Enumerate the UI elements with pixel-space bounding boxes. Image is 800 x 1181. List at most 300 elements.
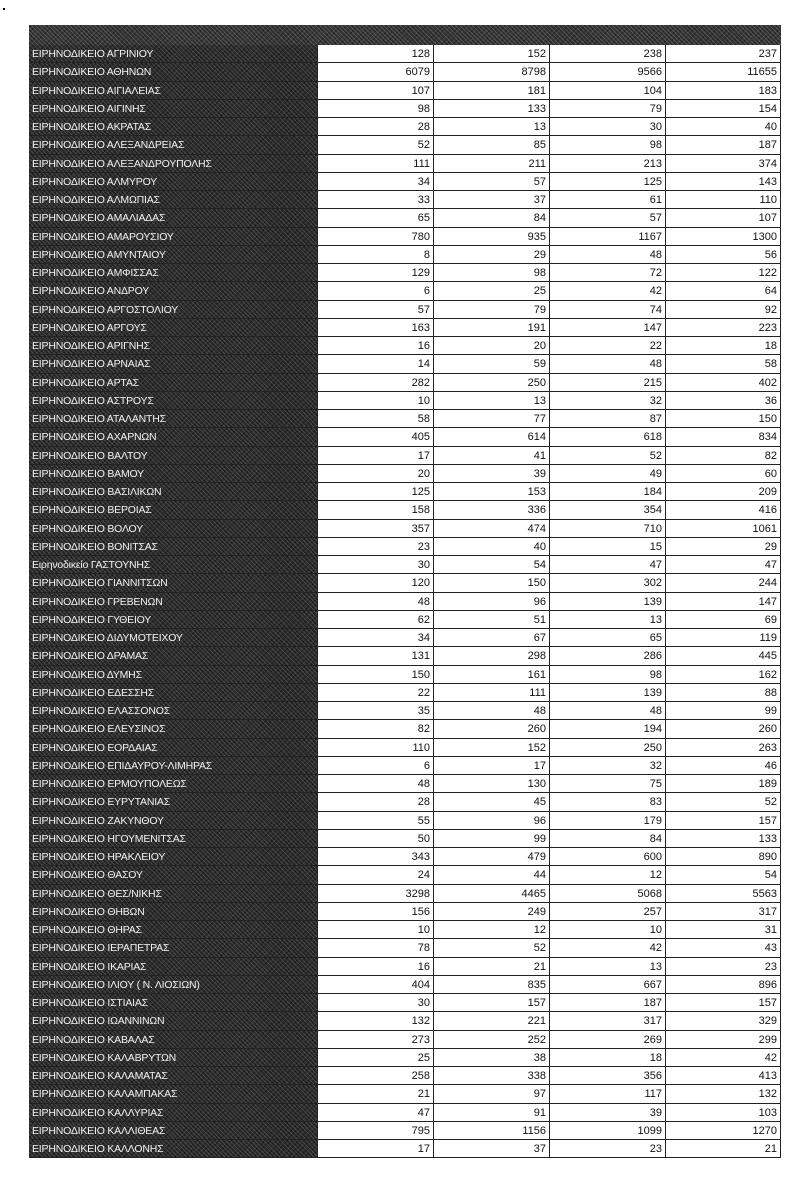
value-cell-col-2: 152: [433, 45, 549, 62]
value-cell-col-1: 163: [317, 319, 433, 336]
value-cell-col-3: 194: [549, 720, 665, 737]
value-cell-col-2: 40: [433, 538, 549, 555]
value-cell-col-2: 25: [433, 282, 549, 299]
value-cell-col-1: 795: [317, 1122, 433, 1139]
value-cell-col-1: 10: [317, 392, 433, 409]
table-row: [29, 939, 781, 957]
value-cell-col-1: 55: [317, 812, 433, 829]
value-cell-col-3: 47: [549, 556, 665, 573]
value-cell-col-3: 317: [549, 1012, 665, 1029]
table-row: [29, 246, 781, 264]
court-name-cell: ΕΙΡΗΝΟΔΙΚΕΙΟ ΑΜΥΝΤΑΙΟΥ: [29, 246, 317, 263]
value-cell-col-3: 49: [549, 465, 665, 482]
value-cell-col-1: 47: [317, 1104, 433, 1121]
value-cell-col-4: 64: [665, 282, 781, 299]
value-cell-col-1: 23: [317, 538, 433, 555]
value-cell-col-2: 157: [433, 994, 549, 1011]
value-cell-col-2: 77: [433, 410, 549, 427]
value-cell-col-2: 39: [433, 465, 549, 482]
value-cell-col-2: 37: [433, 191, 549, 208]
value-cell-col-2: 4465: [433, 885, 549, 902]
value-cell-col-4: 143: [665, 173, 781, 190]
value-cell-col-1: 17: [317, 447, 433, 464]
value-cell-col-3: 302: [549, 574, 665, 591]
value-cell-col-4: 896: [665, 976, 781, 993]
court-name-cell: ΕΙΡΗΝΟΔΙΚΕΙΟ ΒΑΛΤΟΥ: [29, 447, 317, 464]
value-cell-col-4: 5563: [665, 885, 781, 902]
value-cell-col-4: 42: [665, 1049, 781, 1066]
value-cell-col-2: 21: [433, 958, 549, 975]
scan-speck: [3, 8, 5, 10]
court-name-cell: ΕΙΡΗΝΟΔΙΚΕΙΟ ΚΑΛΑΜΠΑΚΑΣ: [29, 1085, 317, 1102]
value-cell-col-2: 38: [433, 1049, 549, 1066]
table-row: [29, 428, 781, 446]
table-row: [29, 1085, 781, 1103]
value-cell-col-2: 153: [433, 483, 549, 500]
value-cell-col-2: 45: [433, 793, 549, 810]
value-cell-col-1: 282: [317, 374, 433, 391]
value-cell-col-4: 890: [665, 848, 781, 865]
value-cell-col-4: 18: [665, 337, 781, 354]
value-cell-col-1: 150: [317, 666, 433, 683]
value-cell-col-2: 221: [433, 1012, 549, 1029]
value-cell-col-3: 42: [549, 939, 665, 956]
table-row: [29, 282, 781, 300]
court-name-cell: ΕΙΡΗΝΟΔΙΚΕΙΟ ΘΗΒΩΝ: [29, 903, 317, 920]
table-row: [29, 666, 781, 684]
table-row: [29, 1140, 781, 1158]
value-cell-col-4: 147: [665, 593, 781, 610]
value-cell-col-1: 125: [317, 483, 433, 500]
table-row: [29, 775, 781, 793]
value-cell-col-3: 1099: [549, 1122, 665, 1139]
value-cell-col-3: 13: [549, 958, 665, 975]
value-cell-col-4: 119: [665, 629, 781, 646]
table-row: [29, 739, 781, 757]
table-row: [29, 191, 781, 209]
value-cell-col-1: 98: [317, 100, 433, 117]
value-cell-col-2: 835: [433, 976, 549, 993]
court-name-cell: ΕΙΡΗΝΟΔΙΚΕΙΟ ΓΙΑΝΝΙΤΣΩΝ: [29, 574, 317, 591]
value-cell-col-1: 65: [317, 209, 433, 226]
table-row: [29, 264, 781, 282]
value-cell-col-3: 257: [549, 903, 665, 920]
value-cell-col-4: 36: [665, 392, 781, 409]
table-row: [29, 465, 781, 483]
value-cell-col-1: 35: [317, 702, 433, 719]
table-row: [29, 374, 781, 392]
table-row: [29, 1012, 781, 1030]
court-name-cell: ΕΙΡΗΝΟΔΙΚΕΙΟ ΑΡΝΑΙΑΣ: [29, 355, 317, 372]
value-cell-col-3: 72: [549, 264, 665, 281]
value-cell-col-1: 16: [317, 337, 433, 354]
court-name-cell: ΕΙΡΗΝΟΔΙΚΕΙΟ ΕΛΕΥΣΙΝΟΣ: [29, 720, 317, 737]
value-cell-col-4: 1300: [665, 228, 781, 245]
table-row: [29, 1031, 781, 1049]
value-cell-col-3: 286: [549, 647, 665, 664]
value-cell-col-4: 110: [665, 191, 781, 208]
value-cell-col-1: 62: [317, 611, 433, 628]
court-name-cell: ΕΙΡΗΝΟΔΙΚΕΙΟ ΓΡΕΒΕΝΩΝ: [29, 593, 317, 610]
value-cell-col-1: 405: [317, 428, 433, 445]
value-cell-col-2: 37: [433, 1140, 549, 1157]
value-cell-col-1: 58: [317, 410, 433, 427]
table-row: [29, 209, 781, 227]
value-cell-col-2: 84: [433, 209, 549, 226]
table-row: [29, 228, 781, 246]
value-cell-col-4: 54: [665, 866, 781, 883]
value-cell-col-1: 28: [317, 793, 433, 810]
value-cell-col-3: 1167: [549, 228, 665, 245]
value-cell-col-3: 139: [549, 593, 665, 610]
value-cell-col-4: 189: [665, 775, 781, 792]
table-row: [29, 45, 781, 63]
value-cell-col-1: 132: [317, 1012, 433, 1029]
table-row: [29, 684, 781, 702]
court-name-cell: ΕΙΡΗΝΟΔΙΚΕΙΟ ΚΑΛΛΟΝΗΣ: [29, 1140, 317, 1157]
value-cell-col-2: 79: [433, 301, 549, 318]
value-cell-col-1: 111: [317, 155, 433, 172]
value-cell-col-4: 402: [665, 374, 781, 391]
table-row: [29, 100, 781, 118]
value-cell-col-1: 21: [317, 1085, 433, 1102]
value-cell-col-1: 128: [317, 45, 433, 62]
value-cell-col-1: 129: [317, 264, 433, 281]
court-name-cell: ΕΙΡΗΝΟΔΙΚΕΙΟ ΕΟΡΔΑΙΑΣ: [29, 739, 317, 756]
court-name-cell: ΕΙΡΗΝΟΔΙΚΕΙΟ ΗΓΟΥΜΕΝΙΤΣΑΣ: [29, 830, 317, 847]
table-row: [29, 136, 781, 154]
value-cell-col-2: 91: [433, 1104, 549, 1121]
value-cell-col-3: 13: [549, 611, 665, 628]
value-cell-col-4: 40: [665, 118, 781, 135]
court-name-cell: ΕΙΡΗΝΟΔΙΚΕΙΟ ΙΛΙΟΥ ( Ν. ΛΙΟΣΙΩΝ): [29, 976, 317, 993]
value-cell-col-3: 5068: [549, 885, 665, 902]
value-cell-col-4: 299: [665, 1031, 781, 1048]
court-name-cell: ΕΙΡΗΝΟΔΙΚΕΙΟ ΒΟΝΙΤΣΑΣ: [29, 538, 317, 555]
value-cell-col-1: 33: [317, 191, 433, 208]
table-row: [29, 593, 781, 611]
value-cell-col-2: 13: [433, 118, 549, 135]
value-cell-col-1: 10: [317, 921, 433, 938]
value-cell-col-3: 74: [549, 301, 665, 318]
value-cell-col-3: 117: [549, 1085, 665, 1102]
value-cell-col-3: 23: [549, 1140, 665, 1157]
value-cell-col-4: 29: [665, 538, 781, 555]
value-cell-col-1: 28: [317, 118, 433, 135]
value-cell-col-4: 56: [665, 246, 781, 263]
court-name-cell: ΕΙΡΗΝΟΔΙΚΕΙΟ ΒΑΜΟΥ: [29, 465, 317, 482]
table-body: [29, 45, 781, 1158]
value-cell-col-4: 445: [665, 647, 781, 664]
value-cell-col-2: 130: [433, 775, 549, 792]
value-cell-col-1: 34: [317, 629, 433, 646]
value-cell-col-3: 139: [549, 684, 665, 701]
value-cell-col-1: 273: [317, 1031, 433, 1048]
value-cell-col-4: 103: [665, 1104, 781, 1121]
value-cell-col-3: 30: [549, 118, 665, 135]
value-cell-col-1: 57: [317, 301, 433, 318]
value-cell-col-3: 187: [549, 994, 665, 1011]
value-cell-col-1: 78: [317, 939, 433, 956]
court-name-cell: ΕΙΡΗΝΟΔΙΚΕΙΟ ΑΣΤΡΟΥΣ: [29, 392, 317, 409]
value-cell-col-3: 15: [549, 538, 665, 555]
value-cell-col-3: 22: [549, 337, 665, 354]
value-cell-col-1: 107: [317, 82, 433, 99]
value-cell-col-1: 3298: [317, 885, 433, 902]
court-name-cell: ΕΙΡΗΝΟΔΙΚΕΙΟ ΘΗΡΑΣ: [29, 921, 317, 938]
value-cell-col-2: 52: [433, 939, 549, 956]
table-row: [29, 173, 781, 191]
value-cell-col-1: 20: [317, 465, 433, 482]
table-row: [29, 501, 781, 519]
value-cell-col-3: 48: [549, 355, 665, 372]
value-cell-col-4: 416: [665, 501, 781, 518]
value-cell-col-1: 22: [317, 684, 433, 701]
value-cell-col-1: 110: [317, 739, 433, 756]
court-name-cell: ΕΙΡΗΝΟΔΙΚΕΙΟ ΑΡΓΟΥΣ: [29, 319, 317, 336]
value-cell-col-4: 69: [665, 611, 781, 628]
value-cell-col-1: 25: [317, 1049, 433, 1066]
value-cell-col-2: 8798: [433, 63, 549, 80]
table-row: [29, 903, 781, 921]
value-cell-col-3: 98: [549, 666, 665, 683]
table-row: [29, 848, 781, 866]
value-cell-col-3: 179: [549, 812, 665, 829]
court-name-cell: ΕΙΡΗΝΟΔΙΚΕΙΟ ΑΡΙΓΝΗΣ: [29, 337, 317, 354]
value-cell-col-3: 42: [549, 282, 665, 299]
value-cell-col-2: 67: [433, 629, 549, 646]
table-row: [29, 118, 781, 136]
value-cell-col-1: 30: [317, 556, 433, 573]
value-cell-col-1: 258: [317, 1067, 433, 1084]
table-row: [29, 1067, 781, 1085]
court-name-cell: ΕΙΡΗΝΟΔΙΚΕΙΟ ΔΥΜΗΣ: [29, 666, 317, 683]
value-cell-col-4: 187: [665, 136, 781, 153]
court-name-cell: ΕΙΡΗΝΟΔΙΚΕΙΟ ΖΑΚΥΝΘΟΥ: [29, 812, 317, 829]
court-name-cell: ΕΙΡΗΝΟΔΙΚΕΙΟ ΑΡΤΑΣ: [29, 374, 317, 391]
value-cell-col-1: 357: [317, 520, 433, 537]
value-cell-col-4: 183: [665, 82, 781, 99]
value-cell-col-2: 20: [433, 337, 549, 354]
court-cases-table: [29, 25, 781, 1158]
value-cell-col-4: 223: [665, 319, 781, 336]
value-cell-col-2: 161: [433, 666, 549, 683]
court-name-cell: ΕΙΡΗΝΟΔΙΚΕΙΟ ΑΓΡΙΝΙΟΥ: [29, 45, 317, 62]
value-cell-col-4: 92: [665, 301, 781, 318]
value-cell-col-2: 41: [433, 447, 549, 464]
value-cell-col-1: 120: [317, 574, 433, 591]
value-cell-col-1: 82: [317, 720, 433, 737]
value-cell-col-2: 12: [433, 921, 549, 938]
value-cell-col-1: 17: [317, 1140, 433, 1157]
value-cell-col-2: 85: [433, 136, 549, 153]
value-cell-col-3: 9566: [549, 63, 665, 80]
value-cell-col-2: 298: [433, 647, 549, 664]
court-name-cell: ΕΙΡΗΝΟΔΙΚΕΙΟ ΚΑΛΛΙΘΕΑΣ: [29, 1122, 317, 1139]
court-name-cell: ΕΙΡΗΝΟΔΙΚΕΙΟ ΔΙΔΥΜΟΤΕΙΧΟΥ: [29, 629, 317, 646]
value-cell-col-4: 150: [665, 410, 781, 427]
value-cell-col-4: 122: [665, 264, 781, 281]
value-cell-col-3: 269: [549, 1031, 665, 1048]
value-cell-col-1: 14: [317, 355, 433, 372]
value-cell-col-4: 209: [665, 483, 781, 500]
table-row: [29, 812, 781, 830]
court-name-cell: ΕΙΡΗΝΟΔΙΚΕΙΟ ΙΩΑΝΝΙΝΩΝ: [29, 1012, 317, 1029]
value-cell-col-1: 34: [317, 173, 433, 190]
value-cell-col-3: 65: [549, 629, 665, 646]
table-row: [29, 355, 781, 373]
value-cell-col-2: 57: [433, 173, 549, 190]
value-cell-col-3: 215: [549, 374, 665, 391]
value-cell-col-1: 780: [317, 228, 433, 245]
value-cell-col-2: 479: [433, 848, 549, 865]
table-row: [29, 410, 781, 428]
table-row: [29, 155, 781, 173]
value-cell-col-3: 48: [549, 246, 665, 263]
value-cell-col-1: 6: [317, 757, 433, 774]
value-cell-col-2: 250: [433, 374, 549, 391]
value-cell-col-1: 404: [317, 976, 433, 993]
value-cell-col-2: 51: [433, 611, 549, 628]
table-row: [29, 866, 781, 884]
table-row: [29, 447, 781, 465]
court-name-cell: ΕΙΡΗΝΟΔΙΚΕΙΟ ΚΑΛΑΜΑΤΑΣ: [29, 1067, 317, 1084]
table-row: [29, 520, 781, 538]
value-cell-col-3: 32: [549, 757, 665, 774]
court-name-cell: ΕΙΡΗΝΟΔΙΚΕΙΟ ΑΝΔΡΟΥ: [29, 282, 317, 299]
value-cell-col-1: 24: [317, 866, 433, 883]
value-cell-col-3: 104: [549, 82, 665, 99]
value-cell-col-4: 1061: [665, 520, 781, 537]
value-cell-col-2: 29: [433, 246, 549, 263]
value-cell-col-4: 263: [665, 739, 781, 756]
court-name-cell: ΕΙΡΗΝΟΔΙΚΕΙΟ ΑΤΑΛΑΝΤΗΣ: [29, 410, 317, 427]
value-cell-col-4: 317: [665, 903, 781, 920]
value-cell-col-3: 83: [549, 793, 665, 810]
court-name-cell: ΕΙΡΗΝΟΔΙΚΕΙΟ ΚΑΛΑΒΡΥΤΩΝ: [29, 1049, 317, 1066]
value-cell-col-3: 600: [549, 848, 665, 865]
value-cell-col-1: 8: [317, 246, 433, 263]
value-cell-col-4: 88: [665, 684, 781, 701]
value-cell-col-3: 79: [549, 100, 665, 117]
value-cell-col-1: 131: [317, 647, 433, 664]
court-name-cell: ΕΙΡΗΝΟΔΙΚΕΙΟ ΑΘΗΝΩΝ: [29, 63, 317, 80]
value-cell-col-2: 152: [433, 739, 549, 756]
value-cell-col-4: 31: [665, 921, 781, 938]
table-row: [29, 921, 781, 939]
value-cell-col-3: 238: [549, 45, 665, 62]
table-row: [29, 337, 781, 355]
value-cell-col-2: 97: [433, 1085, 549, 1102]
court-name-cell: ΕΙΡΗΝΟΔΙΚΕΙΟ ΘΑΣΟΥ: [29, 866, 317, 883]
value-cell-col-4: 237: [665, 45, 781, 62]
value-cell-col-3: 48: [549, 702, 665, 719]
value-cell-col-3: 32: [549, 392, 665, 409]
value-cell-col-4: 132: [665, 1085, 781, 1102]
value-cell-col-2: 249: [433, 903, 549, 920]
table-row: [29, 793, 781, 811]
court-name-cell: ΕΙΡΗΝΟΔΙΚΕΙΟ ΑΛΜΥΡΟΥ: [29, 173, 317, 190]
table-row: [29, 319, 781, 337]
value-cell-col-3: 98: [549, 136, 665, 153]
value-cell-col-4: 133: [665, 830, 781, 847]
table-row: [29, 976, 781, 994]
value-cell-col-3: 52: [549, 447, 665, 464]
value-cell-col-3: 75: [549, 775, 665, 792]
value-cell-col-3: 667: [549, 976, 665, 993]
court-name-cell: ΕΙΡΗΝΟΔΙΚΕΙΟ ΒΕΡΟΙΑΣ: [29, 501, 317, 518]
value-cell-col-1: 6079: [317, 63, 433, 80]
value-cell-col-2: 17: [433, 757, 549, 774]
court-name-cell: ΕΙΡΗΝΟΔΙΚΕΙΟ ΕΔΕΣΣΗΣ: [29, 684, 317, 701]
table-row: [29, 702, 781, 720]
value-cell-col-4: 47: [665, 556, 781, 573]
table-row: [29, 611, 781, 629]
value-cell-col-3: 61: [549, 191, 665, 208]
value-cell-col-2: 96: [433, 812, 549, 829]
value-cell-col-4: 413: [665, 1067, 781, 1084]
value-cell-col-4: 58: [665, 355, 781, 372]
value-cell-col-2: 54: [433, 556, 549, 573]
value-cell-col-4: 43: [665, 939, 781, 956]
value-cell-col-2: 13: [433, 392, 549, 409]
table-row: [29, 958, 781, 976]
value-cell-col-1: 50: [317, 830, 433, 847]
value-cell-col-3: 213: [549, 155, 665, 172]
value-cell-col-2: 99: [433, 830, 549, 847]
value-cell-col-3: 10: [549, 921, 665, 938]
value-cell-col-2: 474: [433, 520, 549, 537]
value-cell-col-2: 252: [433, 1031, 549, 1048]
value-cell-col-1: 156: [317, 903, 433, 920]
value-cell-col-2: 181: [433, 82, 549, 99]
court-name-cell: ΕΙΡΗΝΟΔΙΚΕΙΟ ΕΠΙΔΑΥΡΟΥ-ΛΙΜΗΡΑΣ: [29, 757, 317, 774]
value-cell-col-4: 157: [665, 994, 781, 1011]
value-cell-col-4: 834: [665, 428, 781, 445]
court-name-cell: ΕΙΡΗΝΟΔΙΚΕΙΟ ΚΑΒΑΛΑΣ: [29, 1031, 317, 1048]
value-cell-col-3: 710: [549, 520, 665, 537]
value-cell-col-1: 16: [317, 958, 433, 975]
value-cell-col-4: 329: [665, 1012, 781, 1029]
court-name-cell: ΕΙΡΗΝΟΔΙΚΕΙΟ ΘΕΣ/ΝΙΚΗΣ: [29, 885, 317, 902]
court-name-cell: ΕΙΡΗΝΟΔΙΚΕΙΟ ΙΣΤΙΑΙΑΣ: [29, 994, 317, 1011]
court-name-cell: ΕΙΡΗΝΟΔΙΚΕΙΟ ΑΧΑΡΝΩΝ: [29, 428, 317, 445]
value-cell-col-2: 211: [433, 155, 549, 172]
value-cell-col-3: 354: [549, 501, 665, 518]
value-cell-col-2: 614: [433, 428, 549, 445]
court-name-cell: ΕΙΡΗΝΟΔΙΚΕΙΟ ΑΛΕΞΑΝΔΡΟΥΠΟΛΗΣ: [29, 155, 317, 172]
value-cell-col-3: 184: [549, 483, 665, 500]
table-row: [29, 994, 781, 1012]
value-cell-col-4: 23: [665, 958, 781, 975]
value-cell-col-4: 162: [665, 666, 781, 683]
value-cell-col-4: 60: [665, 465, 781, 482]
value-cell-col-1: 48: [317, 775, 433, 792]
value-cell-col-1: 158: [317, 501, 433, 518]
court-name-cell: ΕΙΡΗΝΟΔΙΚΕΙΟ ΓΥΘΕΙΟΥ: [29, 611, 317, 628]
value-cell-col-1: 30: [317, 994, 433, 1011]
table-row: [29, 1104, 781, 1122]
table-row: [29, 82, 781, 100]
court-name-cell: ΕΙΡΗΝΟΔΙΚΕΙΟ ΗΡΑΚΛΕΙΟΥ: [29, 848, 317, 865]
value-cell-col-2: 191: [433, 319, 549, 336]
value-cell-col-2: 111: [433, 684, 549, 701]
table-row: [29, 538, 781, 556]
value-cell-col-2: 338: [433, 1067, 549, 1084]
court-name-cell: Ειρηνοδικείο ΓΑΣΤΟΥΝΗΣ: [29, 556, 317, 573]
table-row: [29, 885, 781, 903]
value-cell-col-3: 618: [549, 428, 665, 445]
